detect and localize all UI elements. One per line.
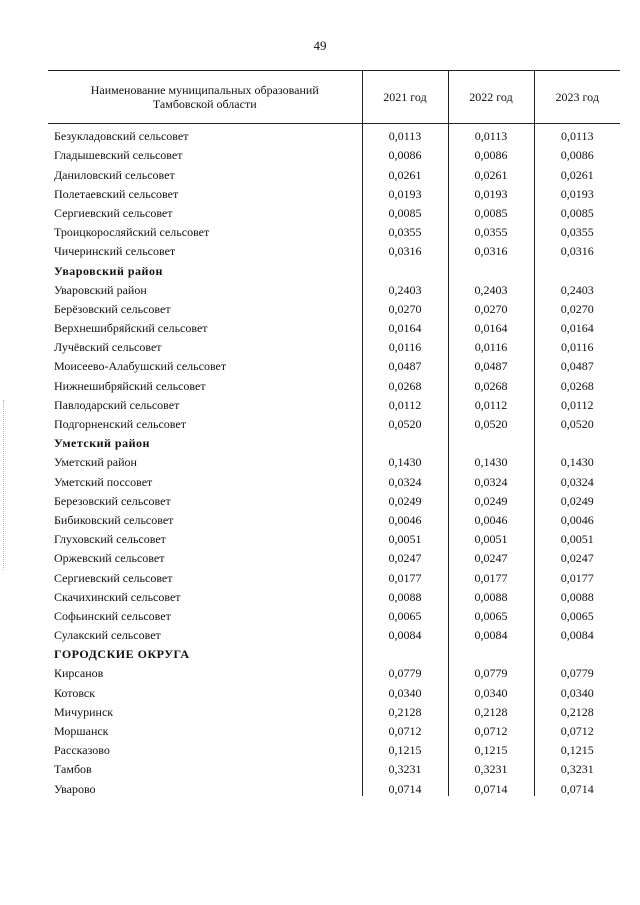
value-2022-cell: 0,0088 [448, 585, 534, 604]
municipality-name-cell: Верхнешибряйский сельсовет [48, 316, 362, 335]
table-row [48, 508, 620, 527]
municipality-name-cell: Даниловский сельсовет [48, 162, 362, 181]
value-2023-cell: 0,0779 [560, 666, 594, 681]
value-2021-cell: 0,3231 [362, 757, 448, 776]
table-row [48, 239, 620, 258]
value-2021-cell: 0,1215 [362, 738, 448, 757]
value-2023-cell: 0,0487 [560, 359, 594, 374]
table-body [48, 124, 620, 796]
value-2022-cell: 0,0164 [448, 316, 534, 335]
value-2023-cell: 0,2403 [560, 282, 594, 297]
municipality-name-cell: Чичеринский сельсовет [48, 239, 362, 258]
value-2021-cell: 0,0247 [362, 546, 448, 565]
value-2022-cell: 0,0086 [448, 143, 534, 162]
value-2023-cell [534, 431, 620, 450]
coefficients-table [48, 70, 620, 796]
value-2021-cell: 0,0116 [362, 335, 448, 354]
value-2023-cell: 0,0324 [560, 474, 594, 489]
table-header [48, 71, 620, 124]
municipality-name-cell: ГОРОДСКИЕ ОКРУГА [48, 642, 362, 661]
value-2023-cell: 0,0249 [560, 493, 594, 508]
table-row [48, 354, 620, 373]
table-row [48, 373, 620, 392]
value-2022-cell: 0,2128 [448, 700, 534, 719]
municipality-name-cell: Безукладовский сельсовет [48, 124, 362, 144]
value-2021-cell: 0,0520 [362, 412, 448, 431]
value-2022-cell: 0,0051 [448, 527, 534, 546]
value-2023-cell: 0,0084 [560, 628, 594, 643]
value-2023-cell [534, 258, 620, 277]
value-2023-cell: 0,0088 [560, 589, 594, 604]
table-row [48, 162, 620, 181]
value-2023-cell: 0,0116 [560, 340, 594, 355]
section-heading-row [48, 258, 620, 277]
table-row [48, 278, 620, 297]
value-2021-cell: 0,0164 [362, 316, 448, 335]
value-2022-cell: 0,0084 [448, 623, 534, 642]
table-row [48, 220, 620, 239]
value-2023-cell: 0,0520 [560, 417, 594, 431]
margin-scan-mark [3, 400, 5, 570]
header-year-2021: 2021 год [362, 71, 448, 124]
table-row [48, 489, 620, 508]
value-2022-cell: 0,0065 [448, 604, 534, 623]
value-2021-cell: 0,0268 [362, 373, 448, 392]
header-municipality-name: Наименование муниципальных образований Тамбовской области [48, 71, 362, 124]
value-2021-cell: 0,0487 [362, 354, 448, 373]
value-2022-cell: 0,0324 [448, 469, 534, 488]
value-2022-cell: 0,1430 [448, 450, 534, 469]
municipality-name-cell: Уварово [48, 776, 362, 795]
value-2023-cell: 0,0270 [560, 301, 594, 316]
municipality-name-cell: Оржевский сельсовет [48, 546, 362, 565]
value-2021-cell: 0,2403 [362, 278, 448, 297]
header-year-2023: 2023 год [534, 71, 620, 124]
value-2022-cell: 0,0247 [448, 546, 534, 565]
value-2023-cell: 0,0247 [560, 551, 594, 566]
value-2021-cell: 0,0712 [362, 719, 448, 738]
table-row [48, 661, 620, 680]
municipality-name-cell: Лучёвский сельсовет [48, 335, 362, 354]
value-2022-cell: 0,0712 [448, 719, 534, 738]
table-row [48, 738, 620, 757]
value-2021-cell: 0,0088 [362, 585, 448, 604]
value-2023-cell: 0,0268 [560, 378, 594, 393]
value-2021-cell: 0,0086 [362, 143, 448, 162]
table-row [48, 604, 620, 623]
value-2023-cell: 0,0086 [560, 148, 594, 163]
value-2021-cell: 0,0340 [362, 680, 448, 699]
table-row [48, 201, 620, 220]
municipality-name-cell: Уваровский район [48, 258, 362, 277]
value-2021-cell: 0,0085 [362, 201, 448, 220]
value-2022-cell [448, 642, 534, 661]
value-2022-cell: 0,0316 [448, 239, 534, 258]
value-2023-cell: 0,3231 [560, 762, 594, 777]
value-2021-cell: 0,0065 [362, 604, 448, 623]
value-2021-cell: 0,0316 [362, 239, 448, 258]
value-2021-cell: 0,0046 [362, 508, 448, 527]
value-2022-cell: 0,0116 [448, 335, 534, 354]
table-row [48, 143, 620, 162]
value-2022-cell: 0,0193 [448, 182, 534, 201]
value-2021-cell: 0,0261 [362, 162, 448, 181]
value-2023-cell: 0,0261 [560, 167, 594, 182]
table-row [48, 546, 620, 565]
value-2022-cell: 0,0249 [448, 489, 534, 508]
value-2021-cell: 0,0714 [362, 776, 448, 795]
value-2022-cell: 0,0085 [448, 201, 534, 220]
value-2021-cell: 0,0779 [362, 661, 448, 680]
value-2023-cell: 0,0177 [560, 570, 594, 585]
value-2022-cell: 0,3231 [448, 757, 534, 776]
value-2023-cell: 0,0714 [560, 781, 594, 796]
value-2022-cell: 0,0714 [448, 776, 534, 795]
table-row [48, 450, 620, 469]
value-2021-cell: 0,0112 [362, 393, 448, 412]
table-row [48, 680, 620, 699]
municipality-name-cell: Мичуринск [48, 700, 362, 719]
value-2023-cell: 0,0355 [560, 225, 594, 240]
value-2023-cell: 0,0712 [560, 724, 594, 738]
value-2023-cell: 0,0113 [560, 129, 594, 144]
municipality-name-cell: Уваровский район [48, 278, 362, 297]
value-2021-cell: 0,0270 [362, 297, 448, 316]
municipality-name-cell: Софьинский сельсовет [48, 604, 362, 623]
value-2023-cell: 0,1430 [560, 455, 594, 470]
municipality-name-cell: Уметский поссовет [48, 469, 362, 488]
value-2021-cell: 0,0249 [362, 489, 448, 508]
section-heading-row [48, 642, 620, 661]
table-row [48, 719, 620, 738]
value-2023-cell: 0,0046 [560, 512, 594, 527]
table-row [48, 412, 620, 431]
value-2022-cell: 0,0270 [448, 297, 534, 316]
value-2021-cell: 0,0177 [362, 565, 448, 584]
table-row [48, 469, 620, 488]
municipality-name-cell: Павлодарский сельсовет [48, 393, 362, 412]
municipality-name-cell: Глуховский сельсовет [48, 527, 362, 546]
value-2023-cell: 0,0051 [560, 532, 594, 547]
value-2021-cell [362, 642, 448, 661]
table-row [48, 565, 620, 584]
value-2021-cell: 0,0113 [362, 124, 448, 144]
municipality-name-cell: Уметский район [48, 450, 362, 469]
table-row [48, 335, 620, 354]
value-2022-cell [448, 258, 534, 277]
value-2023-cell: 0,0164 [560, 321, 594, 336]
municipality-name-cell: Бибиковский сельсовет [48, 508, 362, 527]
value-2023-cell: 0,0316 [560, 244, 594, 259]
table-row [48, 623, 620, 642]
municipality-name-cell: Троицкоросляйский сельсовет [48, 220, 362, 239]
table-row [48, 316, 620, 335]
value-2022-cell: 0,1215 [448, 738, 534, 757]
value-2023-cell: 0,0065 [560, 608, 594, 623]
municipality-name-cell: Березовский сельсовет [48, 489, 362, 508]
value-2023-cell [534, 642, 620, 661]
table-row [48, 297, 620, 316]
municipality-name-cell: Нижнешибряйский сельсовет [48, 373, 362, 392]
municipality-name-cell: Котовск [48, 680, 362, 699]
value-2021-cell [362, 431, 448, 450]
value-2022-cell: 0,0261 [448, 162, 534, 181]
page-number: 49 [313, 38, 327, 53]
value-2022-cell: 0,0520 [448, 412, 534, 431]
municipality-name-cell: Тамбов [48, 757, 362, 776]
value-2022-cell [448, 431, 534, 450]
municipality-name-cell: Сергиевский сельсовет [48, 565, 362, 584]
value-2022-cell: 0,0112 [448, 393, 534, 412]
value-2021-cell: 0,0355 [362, 220, 448, 239]
value-2021-cell: 0,2128 [362, 700, 448, 719]
municipality-name-cell: Скачихинский сельсовет [48, 585, 362, 604]
municipality-name-cell: Сергиевский сельсовет [48, 201, 362, 220]
value-2023-cell: 0,0112 [560, 397, 594, 412]
value-2022-cell: 0,0487 [448, 354, 534, 373]
municipality-name-cell: Полетаевский сельсовет [48, 182, 362, 201]
value-2023-cell: 0,2128 [560, 704, 594, 719]
municipality-name-cell: Моисеево-Алабушский сельсовет [48, 354, 362, 373]
table-row [48, 776, 620, 795]
value-2021-cell: 0,0324 [362, 469, 448, 488]
table-row [48, 124, 620, 144]
value-2023-cell: 0,1215 [560, 743, 594, 758]
value-2022-cell: 0,0340 [448, 680, 534, 699]
value-2021-cell: 0,0193 [362, 182, 448, 201]
municipality-name-cell: Кирсанов [48, 661, 362, 680]
municipality-name-cell: Рассказово [48, 738, 362, 757]
value-2022-cell: 0,2403 [448, 278, 534, 297]
value-2022-cell: 0,0177 [448, 565, 534, 584]
value-2021-cell: 0,0051 [362, 527, 448, 546]
header-row [48, 71, 620, 124]
value-2023-cell: 0,0340 [560, 685, 594, 700]
municipality-name-cell: Сулакский сельсовет [48, 623, 362, 642]
value-2023-cell: 0,0085 [560, 205, 594, 220]
value-2022-cell: 0,0779 [448, 661, 534, 680]
municipality-name-cell: Берёзовский сельсовет [48, 297, 362, 316]
table-row [48, 527, 620, 546]
municipality-name-cell: Гладышевский сельсовет [48, 143, 362, 162]
value-2023-cell: 0,0193 [560, 186, 594, 201]
table-row [48, 757, 620, 776]
table-row [48, 585, 620, 604]
table-row [48, 700, 620, 719]
value-2022-cell: 0,0268 [448, 373, 534, 392]
value-2021-cell: 0,1430 [362, 450, 448, 469]
value-2022-cell: 0,0113 [448, 124, 534, 144]
municipality-name-cell: Уметский район [48, 431, 362, 450]
section-heading-row [48, 431, 620, 450]
value-2021-cell [362, 258, 448, 277]
value-2021-cell: 0,0084 [362, 623, 448, 642]
value-2022-cell: 0,0046 [448, 508, 534, 527]
header-year-2022: 2022 год [448, 71, 534, 124]
municipality-name-cell: Подгорненский сельсовет [48, 412, 362, 431]
value-2022-cell: 0,0355 [448, 220, 534, 239]
table-row [48, 182, 620, 201]
municipality-name-cell: Моршанск [48, 719, 362, 738]
table-row [48, 393, 620, 412]
